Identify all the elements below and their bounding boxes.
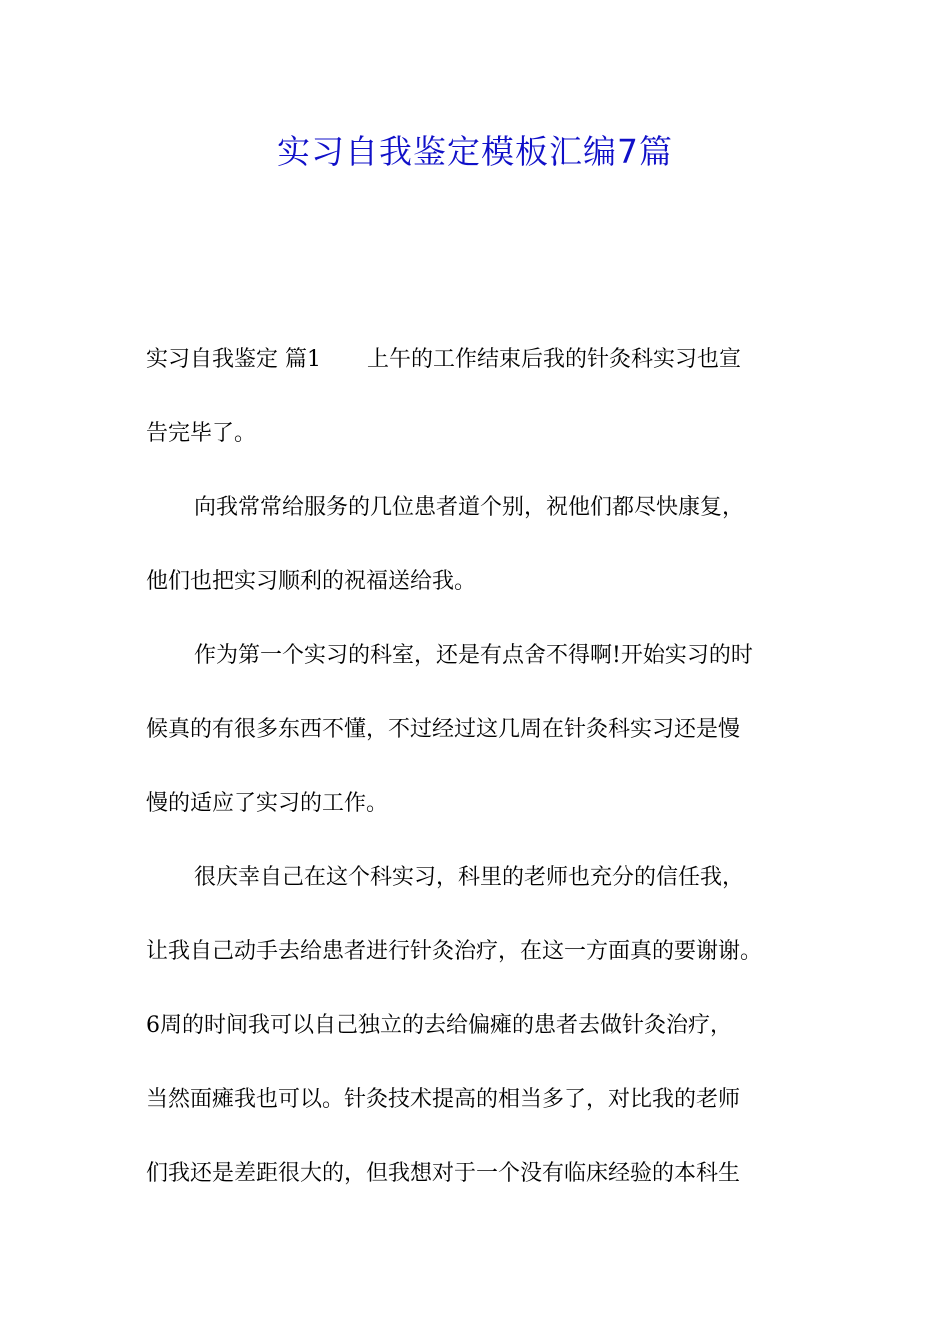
paragraph-line: 6周的时间我可以自己独立的去给偏瘫的患者去做针灸治疗， (146, 1013, 732, 1038)
paragraph-line: 当然面瘫我也可以。针灸技术提高的相当多了，对比我的老师 (146, 1087, 741, 1112)
document-title: 实习自我鉴定模板汇编7篇 (277, 132, 673, 171)
paragraph-line: 候真的有很多东西不懂，不过经过这几周在针灸科实习还是慢 (146, 717, 741, 742)
paragraph-line: 让我自己动手去给患者进行针灸治疗，在这一方面真的要谢谢。 (146, 939, 763, 964)
paragraph-text: 上午的工作结束后我的针灸科实习也宣 (367, 347, 742, 372)
paragraph-line: 向我常常给服务的几位患者道个别，祝他们都尽快康复， (194, 495, 745, 520)
paragraph-line: 告完毕了。 (146, 421, 257, 446)
paragraph-line (146, 344, 741, 376)
paragraph-line: 们我还是差距很大的，但我想对于一个没有临床经验的本科生 (146, 1161, 741, 1186)
paragraph-line: 他们也把实习顺利的祝福送给我。 (146, 569, 477, 594)
paragraph-line: 很庆幸自己在这个科实习，科里的老师也充分的信任我， (194, 865, 745, 890)
section-label: 实习自我鉴定 篇1 (146, 347, 321, 372)
paragraph-line: 作为第一个实习的科室，还是有点舍不得啊!开始实习的时 (194, 643, 753, 668)
paragraph-line: 慢的适应了实习的工作。 (146, 791, 389, 816)
